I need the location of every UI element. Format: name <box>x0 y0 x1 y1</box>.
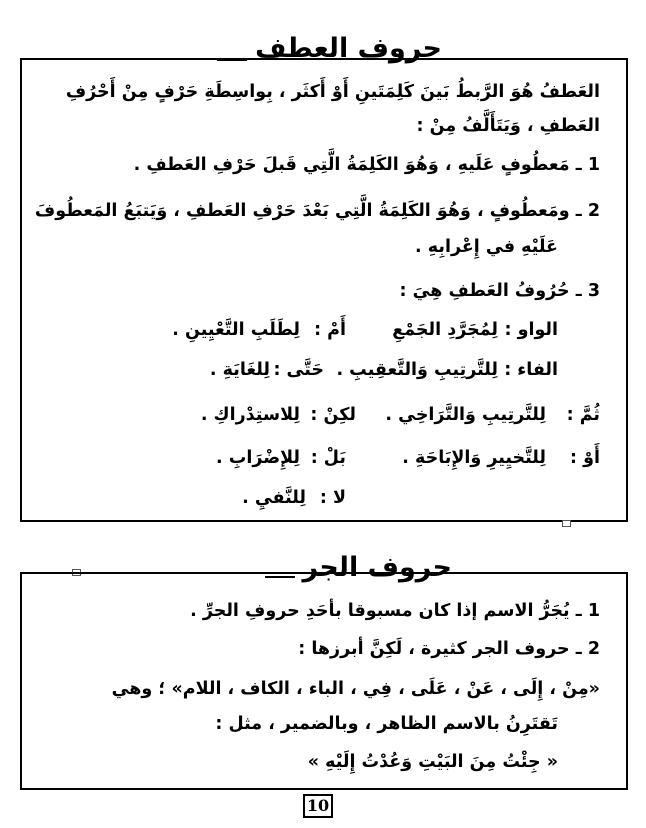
letter-name: الواو : <box>504 320 558 340</box>
item-2-line-2: عَلَيْهِ في إِعْرابِهِ . <box>415 237 558 257</box>
letter-use: لِلتَّخيِيرِ وَالإِبَاحَةِ . <box>402 448 546 468</box>
letter-use: لِلإِضْرَابِ . <box>216 448 300 468</box>
scan-mark <box>562 520 571 527</box>
letter-use: لِلتَّرتِيبِ وَالتَّعقِيبِ . <box>336 360 498 380</box>
prep-line-4: تَقتَرِنُ بالاسم الظاهر ، وبالضمير ، مثل : <box>215 714 558 734</box>
letter-use: لِلغَايَةِ . <box>209 360 270 380</box>
page-number: 10 <box>303 794 333 818</box>
section-title-text: حروف الجر <box>295 554 460 581</box>
letter-name: لا : <box>319 488 346 508</box>
item-3: 3 ـ حُرُوفُ العَطفِ هِيَ : <box>399 281 600 301</box>
letter-name: حَتَّى : <box>273 360 324 380</box>
prep-list-line: «مِنْ ، إِلَى ، عَنْ ، عَلَى ، فِي ، الباء ، الكاف ، اللام» ؛ وهي <box>111 679 600 699</box>
letters-row-2 <box>0 362 646 386</box>
letter-use: لِمُجَرَّدِ الجَمْعِ <box>392 320 498 340</box>
prep-item-1: 1 ـ يُجَرُّ الاسم إذا كان مسبوقا بأحَدِ حروفِ الجرِّ . <box>190 601 600 621</box>
letters-row-4 <box>0 450 646 474</box>
letters-row-5 <box>0 490 646 514</box>
letter-name: أَوْ : <box>570 448 600 468</box>
letter-name: بَلْ : <box>310 448 346 468</box>
section-title-text: حروف العطف <box>247 35 450 62</box>
letter-name: ثُمَّ : <box>566 405 600 425</box>
letter-use: لِلنَّفيِ . <box>242 488 306 508</box>
letter-name: لكِنْ : <box>310 405 356 425</box>
letters-row-1 <box>0 322 646 346</box>
definition-line-1: العَطفُ هُوَ الرَّبطُ بَينَ كَلِمَتَينِ أَوْ أَكثَر ، بِواسِطَةِ حَرْفٍ مِنْ أَحْرُفِ <box>65 82 600 102</box>
item-1: 1 ـ مَعطُوفٍ عَلَيهِ ، وَهُوَ الكَلِمَةُ الَّتِي قَبلَ حَرْفِ العَطفِ . <box>133 155 600 175</box>
letter-use: لِلاستِدْراكِ . <box>200 405 300 425</box>
letters-row-3 <box>0 407 646 431</box>
prep-example: « جِئْتُ مِنَ البَيْتِ وَعُدْتُ إِلَيْهِ » <box>307 752 558 772</box>
letter-use: لِطَلَبِ التَّعْيِينِ . <box>172 320 300 340</box>
letter-name: أَمْ : <box>314 320 346 340</box>
definition-line-2: العَطفِ ، وَيَتَأَلَّفُ مِنْ : <box>416 116 600 136</box>
letter-name: الفاء : <box>504 360 558 380</box>
prep-item-2: 2 ـ حروف الجر كثيرة ، لَكِنَّ أبرزها : <box>298 639 600 659</box>
letter-use: لِلتَّرتِيبِ وَالتَّرَاخِي . <box>385 405 546 425</box>
item-2-line-1: 2 ـ ومَعطُوفٍ ، وَهُوَ الكَلِمَةُ الَّتِي بَعْدَ حَرْفِ العَطفِ ، وَيَتبَعُ المَعطُوفَ <box>34 201 600 221</box>
